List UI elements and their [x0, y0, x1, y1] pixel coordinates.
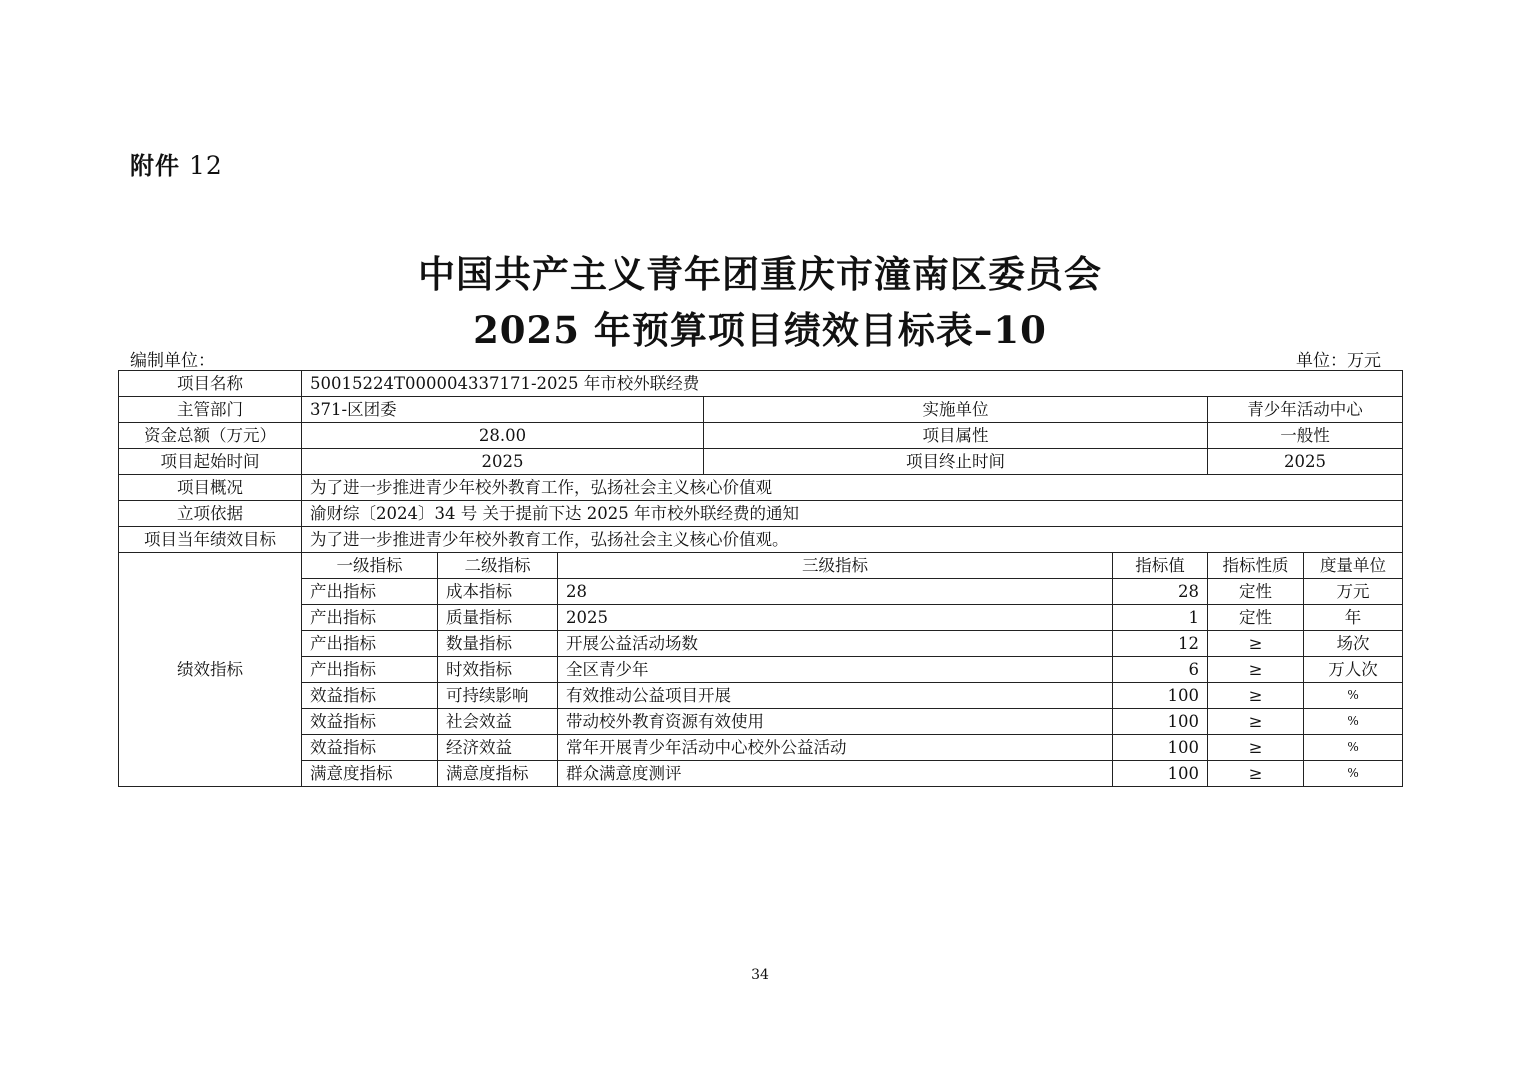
- indicator-level2: 社会效益: [438, 709, 558, 735]
- indicator-nature: 定性: [1208, 579, 1304, 605]
- indicator-row: [119, 657, 1403, 683]
- row-project-name: [119, 371, 1403, 397]
- row-fund: [119, 423, 1403, 449]
- indicator-nature: ≥: [1208, 631, 1304, 657]
- department-value: 371-区团委: [302, 397, 704, 423]
- indicator-unit: 年: [1304, 605, 1403, 631]
- indicator-value: 100: [1113, 709, 1208, 735]
- indicator-row: [119, 683, 1403, 709]
- indicator-value: 100: [1113, 761, 1208, 787]
- indicator-level1: 效益指标: [302, 683, 438, 709]
- indicator-level2: 时效指标: [438, 657, 558, 683]
- basis-label: 立项依据: [119, 501, 302, 527]
- indicator-row: [119, 605, 1403, 631]
- basis-value: 渝财综〔2024〕34 号 关于提前下达 2025 年市校外联经费的通知: [302, 501, 1403, 527]
- indicator-level3: 全区青少年: [558, 657, 1113, 683]
- performance-target-table: [118, 370, 1403, 787]
- header-unit: 度量单位: [1304, 553, 1403, 579]
- indicator-level2: 满意度指标: [438, 761, 558, 787]
- indicator-nature: ≥: [1208, 657, 1304, 683]
- currency-unit-label: 单位：万元: [1296, 351, 1381, 371]
- indicator-level1: 效益指标: [302, 735, 438, 761]
- indicator-value: 100: [1113, 683, 1208, 709]
- header-value: 指标值: [1113, 553, 1208, 579]
- project-name-label: 项目名称: [119, 371, 302, 397]
- indicator-value: 6: [1113, 657, 1208, 683]
- indicator-row: [119, 709, 1403, 735]
- indicator-level3: 有效推动公益项目开展: [558, 683, 1113, 709]
- annual-goal-value: 为了进一步推进青少年校外教育工作，弘扬社会主义核心价值观。: [302, 527, 1403, 553]
- indicator-nature: ≥: [1208, 735, 1304, 761]
- document-title-line1: 中国共产主义青年团重庆市潼南区委员会: [418, 252, 1102, 296]
- indicator-unit: 万元: [1304, 579, 1403, 605]
- row-department: [119, 397, 1403, 423]
- implementing-unit-value: 青少年活动中心: [1208, 397, 1403, 423]
- indicator-value: 12: [1113, 631, 1208, 657]
- project-name-value: 50015224T000004337171-2025 年市校外联经费: [302, 371, 1403, 397]
- indicator-level1: 满意度指标: [302, 761, 438, 787]
- attachment-word: 附件: [130, 152, 180, 180]
- indicator-level3: 开展公益活动场数: [558, 631, 1113, 657]
- indicator-value: 100: [1113, 735, 1208, 761]
- indicator-level1: 产出指标: [302, 631, 438, 657]
- indicator-level1: 产出指标: [302, 657, 438, 683]
- start-time-label: 项目起始时间: [119, 449, 302, 475]
- implementing-unit-label: 实施单位: [704, 397, 1208, 423]
- project-attribute-value: 一般性: [1208, 423, 1403, 449]
- start-time-value: 2025: [302, 449, 704, 475]
- fund-total-value: 28.00: [302, 423, 704, 449]
- row-overview: [119, 475, 1403, 501]
- header-level2: 二级指标: [438, 553, 558, 579]
- indicator-row: [119, 631, 1403, 657]
- indicator-unit: %: [1304, 735, 1403, 761]
- indicator-value: 1: [1113, 605, 1208, 631]
- annual-goal-label: 项目当年绩效目标: [119, 527, 302, 553]
- compiling-unit-label: 编制单位：: [130, 351, 215, 371]
- indicator-level1: 效益指标: [302, 709, 438, 735]
- row-basis: [119, 501, 1403, 527]
- header-level3: 三级指标: [558, 553, 1113, 579]
- row-goal: [119, 527, 1403, 553]
- attachment-label: [130, 146, 223, 181]
- indicator-value: 28: [1113, 579, 1208, 605]
- overview-value: 为了进一步推进青少年校外教育工作，弘扬社会主义核心价值观: [302, 475, 1403, 501]
- indicators-section-label: 绩效指标: [119, 553, 302, 787]
- indicator-level2: 经济效益: [438, 735, 558, 761]
- indicator-nature: ≥: [1208, 709, 1304, 735]
- fund-total-label: 资金总额（万元）: [119, 423, 302, 449]
- indicator-unit: 场次: [1304, 631, 1403, 657]
- row-period: [119, 449, 1403, 475]
- indicator-nature: 定性: [1208, 605, 1304, 631]
- indicator-level2: 数量指标: [438, 631, 558, 657]
- department-label: 主管部门: [119, 397, 302, 423]
- header-nature: 指标性质: [1208, 553, 1304, 579]
- indicator-level3: 28: [558, 579, 1113, 605]
- indicator-level2: 质量指标: [438, 605, 558, 631]
- indicator-unit: %: [1304, 761, 1403, 787]
- header-level1: 一级指标: [302, 553, 438, 579]
- indicator-level2: 可持续影响: [438, 683, 558, 709]
- indicator-unit: %: [1304, 709, 1403, 735]
- overview-label: 项目概况: [119, 475, 302, 501]
- page-number: 34: [751, 967, 769, 983]
- indicator-level3: 群众满意度测评: [558, 761, 1113, 787]
- indicator-header-row: [119, 553, 1403, 579]
- end-time-value: 2025: [1208, 449, 1403, 475]
- end-time-label: 项目终止时间: [704, 449, 1208, 475]
- indicator-unit: %: [1304, 683, 1403, 709]
- attachment-number: 12: [188, 151, 223, 180]
- indicator-level3: 带动校外教育资源有效使用: [558, 709, 1113, 735]
- indicator-level1: 产出指标: [302, 579, 438, 605]
- indicator-row: [119, 735, 1403, 761]
- indicator-level2: 成本指标: [438, 579, 558, 605]
- project-attribute-label: 项目属性: [704, 423, 1208, 449]
- document-title-line2: 2025 年预算项目绩效目标表–10: [473, 308, 1047, 352]
- indicator-unit: 万人次: [1304, 657, 1403, 683]
- indicator-level3: 2025: [558, 605, 1113, 631]
- indicator-row: [119, 761, 1403, 787]
- indicator-level1: 产出指标: [302, 605, 438, 631]
- indicator-nature: ≥: [1208, 683, 1304, 709]
- indicator-row: [119, 579, 1403, 605]
- indicator-nature: ≥: [1208, 761, 1304, 787]
- indicator-level3: 常年开展青少年活动中心校外公益活动: [558, 735, 1113, 761]
